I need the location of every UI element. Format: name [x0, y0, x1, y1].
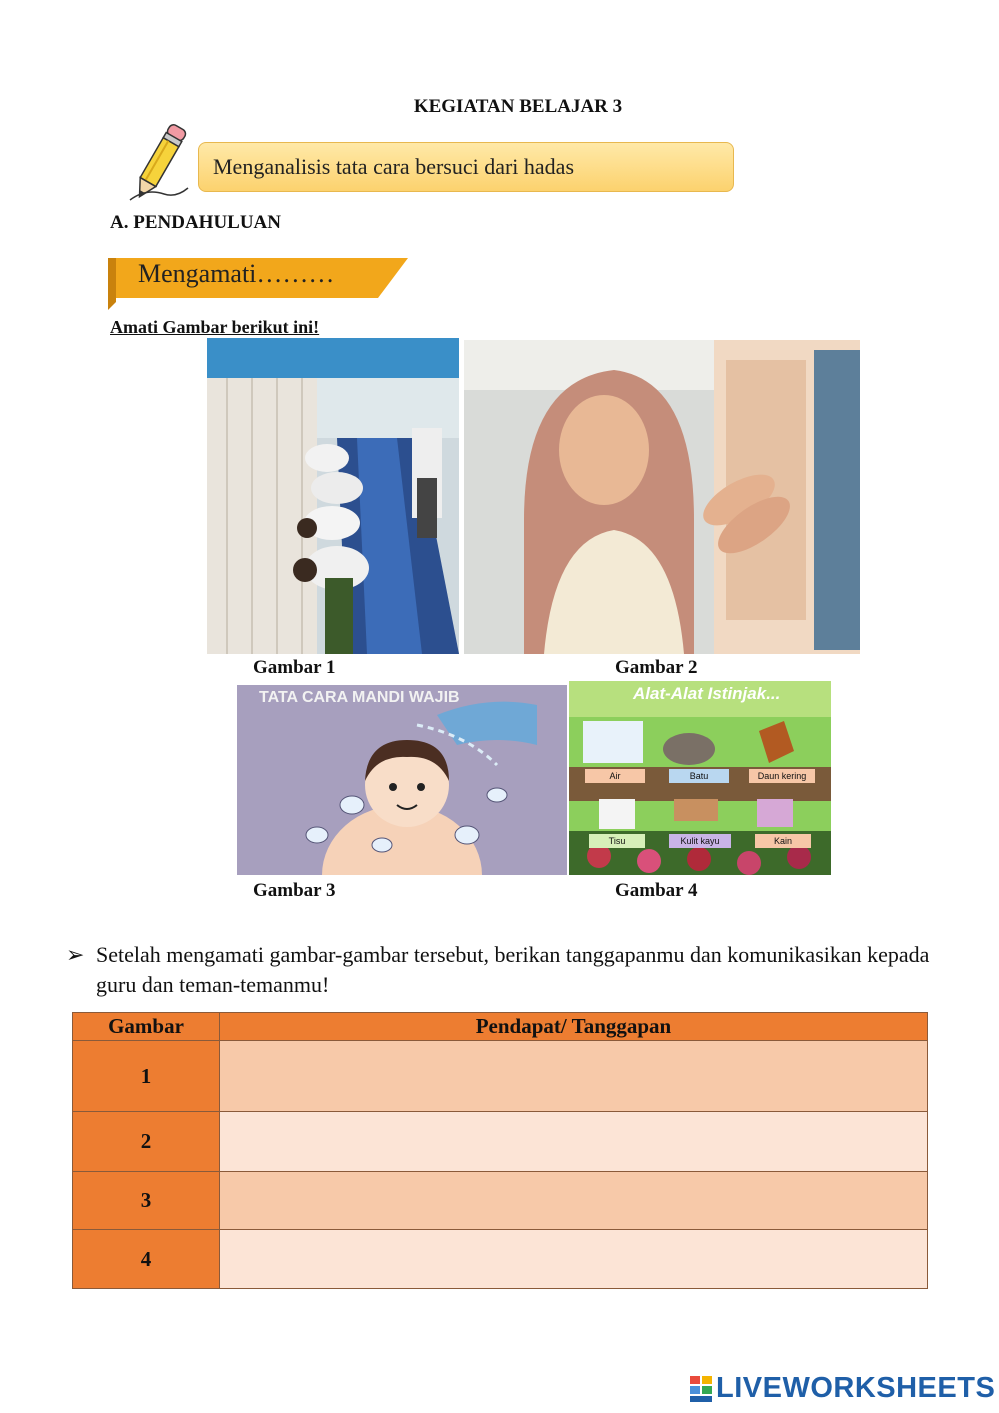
answer-cell[interactable]: [220, 1230, 928, 1289]
answer-cell[interactable]: [220, 1172, 928, 1230]
header-gambar: Gambar: [73, 1013, 220, 1041]
objective-box: Menganalisis tata cara bersuci dari hadas: [198, 142, 734, 192]
gambar-3-caption: Gambar 3: [253, 880, 336, 901]
istinjak-item-label: Tisu: [589, 834, 645, 848]
liveworksheets-logo-icon: [690, 1374, 714, 1404]
gambar-2-photo: [464, 340, 860, 654]
istinjak-item-label: Daun kering: [749, 769, 815, 783]
table-row: [73, 1230, 928, 1289]
prompt-text: Setelah mengamati gambar-gambar tersebut, berikan tanggapanmu dan komunikasikan kepada guru dan teman-temanmu!: [96, 942, 930, 997]
gambar-1-photo: [207, 338, 459, 654]
table-row: [73, 1041, 928, 1112]
gambar-1-caption: Gambar 1: [253, 657, 336, 678]
header-tanggapan: Pendapat/ Tanggapan: [220, 1013, 928, 1041]
answer-cell[interactable]: [220, 1112, 928, 1172]
answer-cell[interactable]: [220, 1041, 928, 1112]
row-number: 4: [73, 1230, 220, 1289]
table-row: [73, 1112, 928, 1172]
row-number: 3: [73, 1172, 220, 1230]
observe-label: Mengamati………: [138, 259, 335, 288]
istinjak-item-label: Kulit kayu: [669, 834, 731, 848]
gambar-3-illustration: [237, 685, 567, 875]
row-number: 2: [73, 1112, 220, 1172]
istinjak-item-label: Kain: [755, 834, 811, 848]
response-table: [72, 1012, 928, 1289]
istinjak-item-label: Batu: [669, 769, 729, 783]
observe-instruction: Amati Gambar berikut ini!: [110, 317, 320, 337]
gambar-4-title: Alat-Alat Istinjak...: [633, 684, 781, 703]
istinjak-item-label: Air: [585, 769, 645, 783]
pencil-icon: [124, 118, 194, 208]
gambar-3-title: TATA CARA MANDI WAJIB: [259, 689, 460, 706]
gambar-2-caption: Gambar 2: [615, 657, 698, 678]
page-title: KEGIATAN BELAJAR 3: [413, 96, 623, 117]
bullet-arrow-icon: ➢: [66, 942, 85, 967]
prompt-paragraph: [66, 940, 936, 1000]
section-heading: A. PENDAHULUAN: [110, 212, 281, 233]
gambar-4-caption: Gambar 4: [615, 880, 698, 901]
table-row: [73, 1172, 928, 1230]
gambar-4-illustration: [569, 681, 831, 875]
brand-logo[interactable]: LIVEWORKSHEETS: [716, 1372, 996, 1404]
row-number: 1: [73, 1041, 220, 1112]
